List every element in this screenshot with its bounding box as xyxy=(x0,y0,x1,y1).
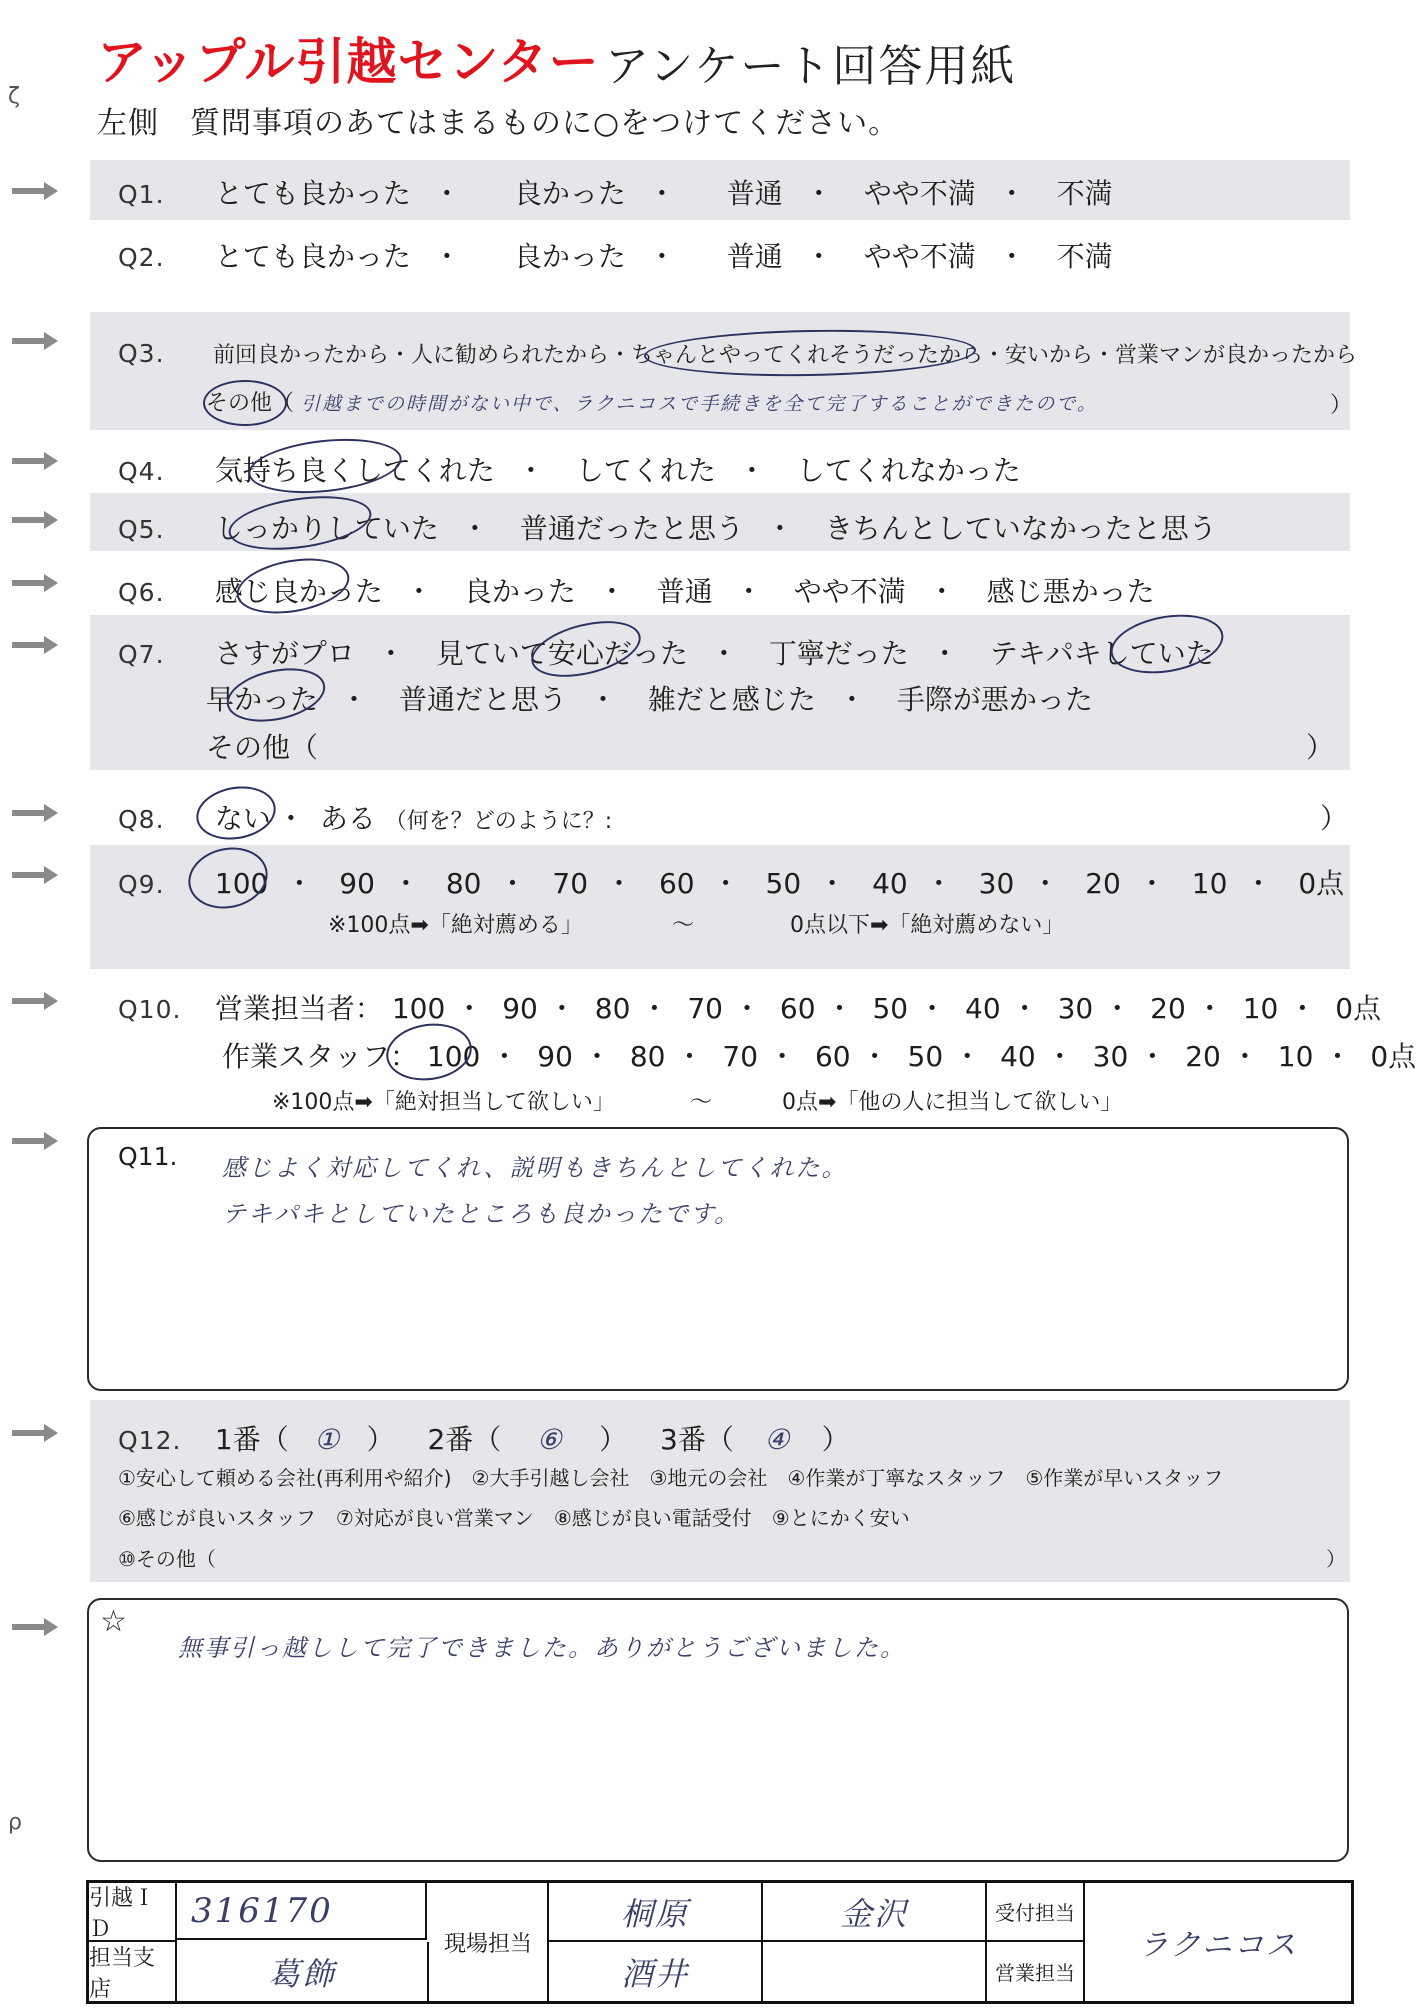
branch-value: 葛飾 xyxy=(177,1942,429,2001)
q12-choices-line1: ①安心して頼める会社(再利用や紹介) ②大手引越し会社 ③地元の会社 ④作業が丁寧なスタッフ ⑤作業が早いスタッフ xyxy=(118,1466,1224,1490)
q9-label: Q9. xyxy=(118,870,165,899)
q4-option[interactable]: 気持ち良くしてくれた xyxy=(214,454,495,487)
q4-label: Q4. xyxy=(118,457,165,486)
question-q7-line2: 早かった ・ 普通だと思う ・ 雑だと感じた ・ 手際が悪かった xyxy=(206,678,1093,718)
q10-sales-score[interactable]: 50 xyxy=(872,992,909,1025)
q10-staff-score[interactable]: 60 xyxy=(814,1040,851,1073)
instruction-text: 左側 質問事項のあてはまるものに○をつけてください。 xyxy=(97,106,900,141)
q6-option[interactable]: 感じ良かった xyxy=(214,575,383,608)
arrow-q7-icon xyxy=(12,636,58,654)
q10-note-tilde: 〜 xyxy=(690,1090,713,1115)
footer-table xyxy=(86,1880,1354,2004)
q10-staff-score[interactable]: 50 xyxy=(907,1040,944,1073)
q10-sales-score[interactable]: 70 xyxy=(687,992,723,1025)
site-staff-3: 酒井 xyxy=(549,1942,763,2001)
margin-mark: ζ xyxy=(8,84,20,109)
q6-option[interactable]: 普通 xyxy=(656,575,713,608)
reception-value: ラクニコス xyxy=(1138,1928,1298,1963)
q3-other-mark xyxy=(203,380,287,426)
q10-staff-score[interactable]: 20 xyxy=(1185,1040,1221,1073)
q9-score[interactable]: 90 xyxy=(339,867,375,900)
arrow-q10-icon xyxy=(12,992,58,1010)
q3-options-line[interactable]: 前回良かったから・人に勧められたから・ちゃんとやってくれそうだったから・安いから・営業マンが良かったから xyxy=(213,343,1358,368)
q10-sales-score[interactable]: 30 xyxy=(1057,992,1094,1025)
q1-option[interactable]: やや不満 xyxy=(863,177,976,210)
q10-staff-score[interactable]: 40 xyxy=(1000,1040,1036,1073)
arrow-q5-icon xyxy=(12,511,58,529)
q12-rank3-close: ） xyxy=(821,1423,850,1456)
branch-label: 担当支店 xyxy=(89,1942,177,2001)
q12-rank1-label: 1番（ xyxy=(214,1423,289,1456)
move-id-label: 引越ＩＤ xyxy=(89,1883,177,1942)
q10-note-left: ※100点➡「絶対担当して欲しい」 xyxy=(272,1090,615,1115)
q5-label: Q5. xyxy=(118,515,165,544)
q10-sales-score[interactable]: 10 xyxy=(1242,992,1279,1025)
q2-label: Q2. xyxy=(118,243,165,272)
site-staff-1: 桐原 xyxy=(549,1883,763,1942)
q9-score[interactable]: 80 xyxy=(445,867,482,900)
site-staff-2: 金沢 xyxy=(763,1883,987,1942)
q5-option[interactable]: きちんとしていなかったと思う xyxy=(824,512,1217,545)
question-q6: Q6. 感じ良かった ・ 良かった ・ 普通 ・ やや不満 ・ 感じ悪かった xyxy=(118,570,1155,610)
q7-option[interactable]: 雑だと感じた xyxy=(647,683,816,716)
q12-rank2-close: ） xyxy=(599,1423,628,1456)
q5-option[interactable]: しっかりしていた xyxy=(214,512,439,545)
q10-staff-score[interactable]: 70 xyxy=(722,1040,759,1073)
q12-choices-line2: ⑥感じが良いスタッフ ⑦対応が良い営業マン ⑧感じが良い電話受付 ⑨とにかく安い xyxy=(118,1506,910,1530)
sales-label: 営業担当 xyxy=(987,1942,1085,2001)
star-icon: ☆ xyxy=(100,1604,127,1639)
q3-other-answer: 引越までの時間がない中で、ラクニコスで手続きを全て完了することができたので。 xyxy=(301,393,1098,415)
question-q8: Q8. ない ・ ある （何を？どのように？: xyxy=(118,797,612,837)
question-q4: Q4. 気持ち良くしてくれた ・ してくれた ・ してくれなかった xyxy=(118,449,1021,489)
q7-option[interactable]: さすがプロ xyxy=(214,637,355,670)
q6-option[interactable]: 感じ悪かった xyxy=(986,575,1155,608)
q2-option[interactable]: やや不満 xyxy=(863,240,976,273)
q10-staff-score[interactable]: 80 xyxy=(629,1040,666,1073)
q9-score[interactable]: 60 xyxy=(658,867,695,900)
site-staff-empty xyxy=(763,1942,987,2001)
q8-option-yes[interactable]: ある xyxy=(319,802,376,835)
q5-option[interactable]: 普通だったと思う xyxy=(519,512,744,545)
q9-note-left: ※100点➡「絶対薦める」 xyxy=(328,913,583,938)
q9-score[interactable]: 100 xyxy=(214,867,269,900)
q9-score[interactable]: 10 xyxy=(1191,867,1228,900)
question-q9: Q9. 100 ・ 90 ・ 80 ・ 70 ・ 60 ・ 50 ・ 40 ・ 30 ・ 20 ・ 10 ・ 0点 xyxy=(118,862,1344,902)
q12-rank1-close: ） xyxy=(366,1423,395,1456)
q10-staff-score[interactable]: 30 xyxy=(1092,1040,1129,1073)
q9-score[interactable]: 30 xyxy=(978,867,1015,900)
q9-score[interactable]: 20 xyxy=(1085,867,1121,900)
q2-option[interactable]: とても良かった xyxy=(214,240,411,273)
question-q1: Q1. とても良かった ・ 良かった ・ 普通 ・ やや不満 ・ 不満 xyxy=(118,172,1113,212)
q7-option[interactable]: 丁寧だった xyxy=(768,637,909,670)
q7-other-label[interactable]: その他（ xyxy=(206,731,319,764)
arrow-q9-icon xyxy=(12,866,58,884)
q4-selected-mark xyxy=(246,432,405,500)
q12-rank3-label: 3番（ xyxy=(660,1423,734,1456)
q10-label: Q10. xyxy=(118,995,182,1024)
q1-option[interactable]: 普通 xyxy=(726,177,783,210)
q11-answer-line1: 感じよく対応してくれ、説明もきちんとしてくれた。 xyxy=(222,1154,848,1182)
question-q2: Q2. とても良かった ・ 良かった ・ 普通 ・ やや不満 ・ 不満 xyxy=(118,235,1113,275)
question-q10-sales: Q10. 営業担当者： 100 ・ 90 ・ 80 ・ 70 ・ 60 ・ 50 ・ 40 ・ 30 ・ 20 ・ 10 ・ 0点 xyxy=(118,987,1381,1027)
q10-staff-label: 作業スタッフ： xyxy=(222,1040,419,1073)
q8-prompt: （何を？どのように？: xyxy=(384,809,613,834)
q1-option[interactable]: とても良かった xyxy=(214,177,411,210)
arrow-q6-icon xyxy=(12,574,58,592)
q4-option[interactable]: してくれなかった xyxy=(796,454,1021,487)
q12-rank2-value[interactable]: ⑥ xyxy=(536,1423,564,1456)
q10-staff-score[interactable]: 10 xyxy=(1277,1040,1314,1073)
q12-close-paren: ） xyxy=(1326,1547,1346,1571)
q9-score[interactable]: 50 xyxy=(765,867,802,900)
site-staff-label: 現場担当 xyxy=(429,1883,549,2001)
q11-label: Q11. xyxy=(118,1142,178,1171)
reception-label: 受付担当 xyxy=(987,1883,1085,1942)
q7-option[interactable]: 早かった xyxy=(206,683,319,716)
q10-staff-selected-mark xyxy=(383,1018,476,1085)
q4-option[interactable]: してくれた xyxy=(575,454,716,487)
q2-option[interactable]: 普通 xyxy=(726,240,783,273)
q10-staff-score[interactable]: 0点 xyxy=(1370,1040,1417,1073)
q6-selected-mark xyxy=(232,550,353,621)
q7-option[interactable]: 見ていて安心だった xyxy=(435,637,688,670)
q10-sales-score[interactable]: 80 xyxy=(594,992,631,1025)
q9-score[interactable]: 40 xyxy=(872,867,908,900)
q10-note-right: 0点➡「他の人に担当して欲しい」 xyxy=(782,1090,1123,1115)
q9-score[interactable]: 0点 xyxy=(1298,867,1345,900)
q10-staff-score[interactable]: 90 xyxy=(537,1040,573,1073)
q12-choices-line3[interactable]: ⑩その他（ xyxy=(118,1547,216,1571)
q11-answer-line2: テキパキとしていたところも良かったです。 xyxy=(222,1200,741,1228)
arrow-q11-icon xyxy=(12,1132,58,1150)
q9-note-right: 0点以下➡「絶対薦めない」 xyxy=(790,913,1065,938)
q6-option[interactable]: 良かった xyxy=(463,575,576,608)
q10-sales-score[interactable]: 20 xyxy=(1150,992,1186,1025)
q12-rank1-value[interactable]: ① xyxy=(314,1423,342,1456)
q3-close-paren: ） xyxy=(1330,393,1353,418)
q8-label: Q8. xyxy=(118,805,165,834)
q7-option[interactable]: テキパキしていた xyxy=(989,637,1214,670)
arrow-q4-icon xyxy=(12,452,58,470)
question-q7-line1: Q7. さすがプロ ・ 見ていて安心だった ・ 丁寧だった ・ テキパキしていた xyxy=(118,632,1214,672)
q10-sales-score[interactable]: 60 xyxy=(779,992,816,1025)
arrow-q3-icon xyxy=(12,332,58,350)
brand-title: アップル引越センター xyxy=(97,33,600,91)
arrow-q8-icon xyxy=(12,804,58,822)
q2-option[interactable]: 不満 xyxy=(1056,240,1113,273)
q8-option-no[interactable]: ない xyxy=(214,802,271,835)
q3-other-row xyxy=(206,386,1098,417)
q1-option[interactable]: 不満 xyxy=(1056,177,1113,210)
q12-rank2-label: 2番（ xyxy=(427,1423,502,1456)
q12-rank3-value[interactable]: ④ xyxy=(764,1423,792,1456)
q1-label: Q1. xyxy=(118,180,165,209)
arrow-q12-icon xyxy=(12,1424,58,1442)
q7-close-paren: ） xyxy=(1306,731,1335,764)
move-id-value: 316170 xyxy=(177,1883,427,1940)
q10-sales-score[interactable]: 100 xyxy=(391,992,446,1025)
margin-mark: ρ xyxy=(8,1810,22,1835)
q9-note-tilde: 〜 xyxy=(672,913,695,938)
q10-staff-score[interactable]: 100 xyxy=(426,1040,481,1073)
form-subtitle: アンケート回答用紙 xyxy=(605,41,1017,92)
q8-close-paren: ） xyxy=(1320,802,1349,835)
question-q5: Q5. しっかりしていた ・ 普通だったと思う ・ きちんとしていなかったと思う xyxy=(118,507,1217,547)
arrow-q1-icon xyxy=(12,182,58,200)
comment-text: 無事引っ越しして完了できました。ありがとうございました。 xyxy=(178,1634,906,1662)
q3-label: Q3. xyxy=(118,339,165,368)
q10-sales-score[interactable]: 90 xyxy=(502,992,538,1025)
question-q12 xyxy=(118,1418,850,1458)
q7-option[interactable]: 普通だと思う xyxy=(398,683,567,716)
q3-other-label[interactable]: その他（ xyxy=(206,391,295,416)
q9-score[interactable]: 70 xyxy=(552,867,589,900)
q6-label: Q6. xyxy=(118,578,165,607)
q10-sales-label: 営業担当者： xyxy=(214,992,383,1025)
q7-option[interactable]: 手際が悪かった xyxy=(896,683,1093,716)
q6-option[interactable]: やや不満 xyxy=(793,575,906,608)
q10-sales-score[interactable]: 40 xyxy=(965,992,1001,1025)
q7-label: Q7. xyxy=(118,640,165,669)
q12-label: Q12. xyxy=(118,1426,182,1455)
q10-sales-score[interactable]: 0点 xyxy=(1335,992,1382,1025)
q2-option[interactable]: 良かった xyxy=(513,240,626,273)
arrow-comment-icon xyxy=(12,1618,58,1636)
question-q10-staff: 作業スタッフ： 100 ・ 90 ・ 80 ・ 70 ・ 60 ・ 50 ・ 40 ・ 30 ・ 20 ・ 10 ・ 0点 xyxy=(222,1035,1416,1075)
q1-option[interactable]: 良かった xyxy=(513,177,626,210)
